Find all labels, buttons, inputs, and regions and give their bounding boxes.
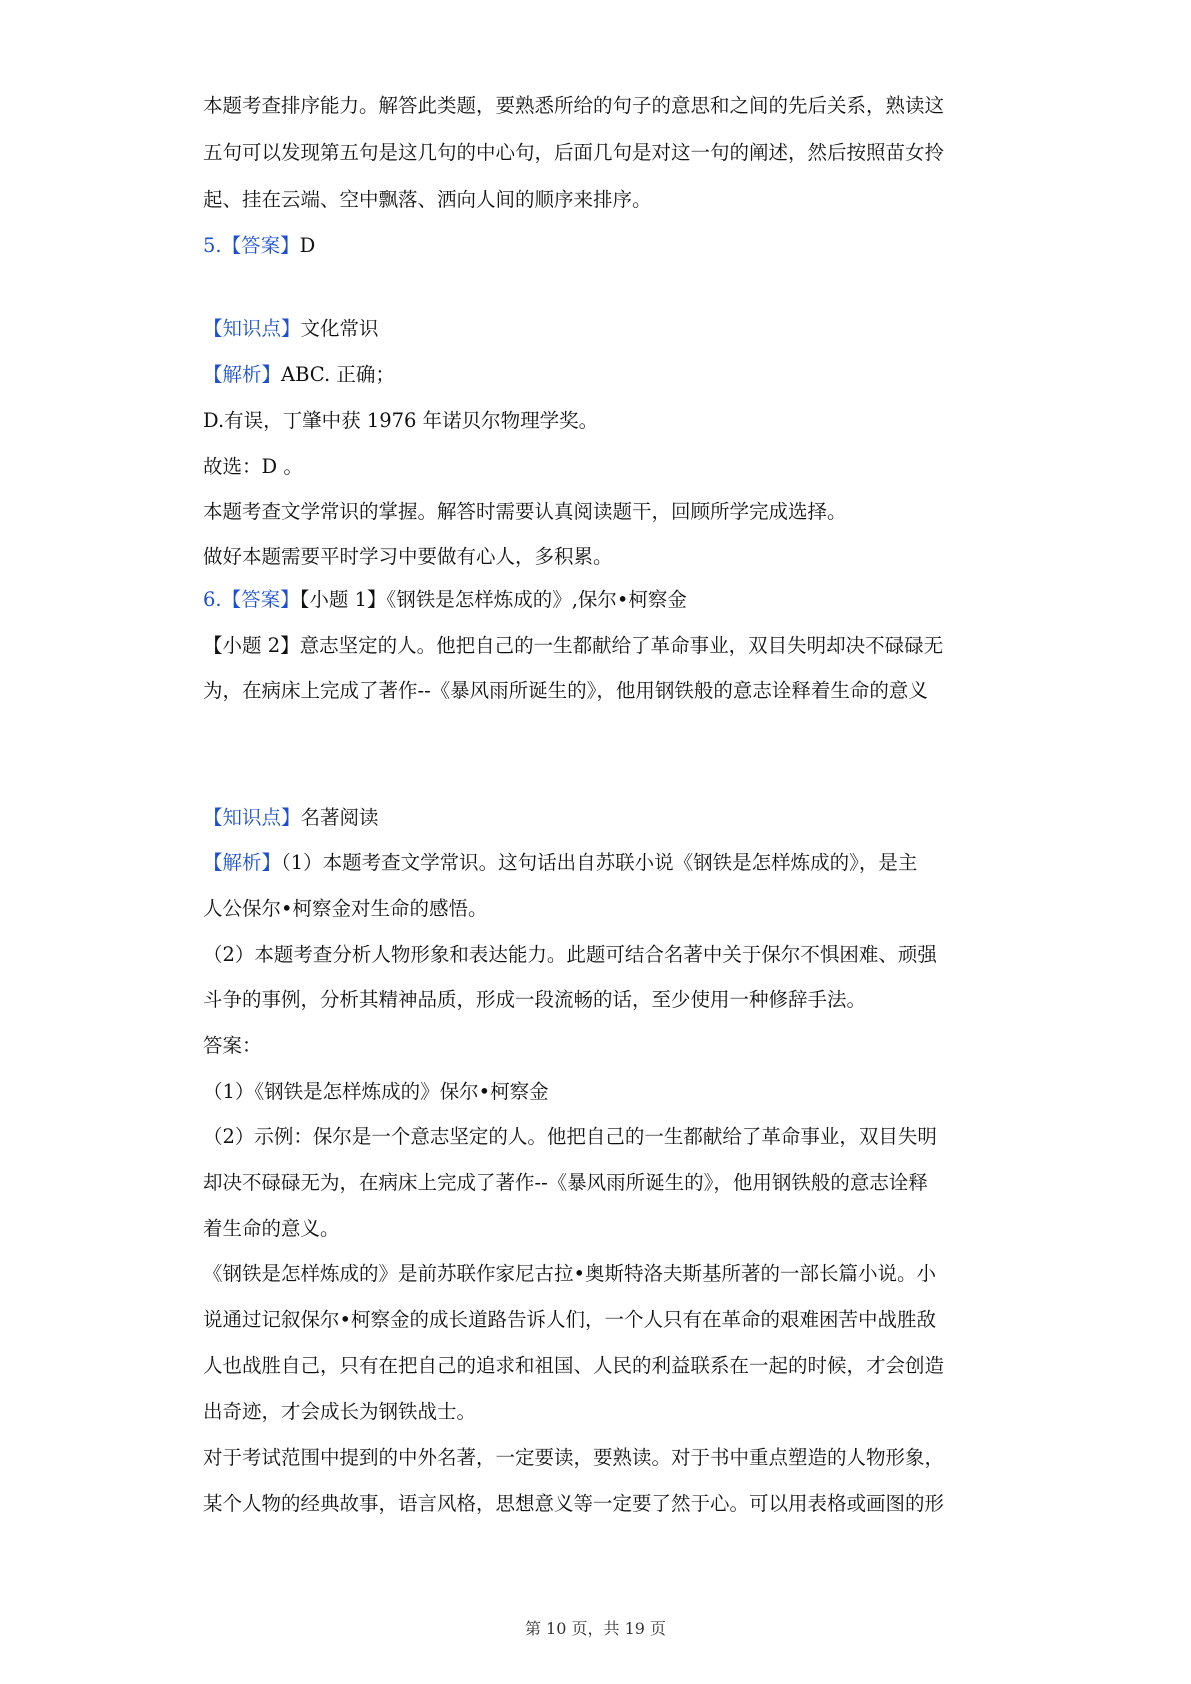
line-text: （2）本题考查分析人物形象和表达能力。此题可结合名著中关于保尔不惧困难、顽强 — [203, 943, 937, 966]
text-line — [203, 1123, 937, 1151]
text-line — [203, 1215, 340, 1243]
section-label: 6.【答案】 — [203, 588, 300, 611]
text-line — [203, 1398, 476, 1426]
text-line — [203, 941, 937, 969]
text-line — [203, 986, 866, 1014]
text-line — [203, 361, 395, 389]
text-line — [203, 92, 944, 120]
text-line — [203, 1032, 262, 1060]
line-text: 斗争的事例，分析其精神品质，形成一段流畅的话，至少使用一种修辞手法。 — [203, 988, 867, 1011]
section-label: 【知识点】 — [203, 806, 301, 829]
text-line — [203, 586, 687, 614]
line-text: 着生命的意义。 — [203, 1217, 340, 1240]
text-line — [203, 1490, 944, 1518]
text-line — [203, 1352, 944, 1380]
line-text: 《钢铁是怎样炼成的》是前苏联作家尼古拉•奥斯特洛夫斯基所著的一部长篇小说。小 — [203, 1262, 937, 1285]
text-line — [203, 1260, 936, 1288]
text-line — [203, 407, 598, 435]
text-line — [203, 895, 488, 923]
line-text: 却决不碌碌无为，在病床上完成了著作--《暴风雨所诞生的》，他用钢铁般的意志诠释 — [203, 1171, 928, 1194]
line-text: 【小题 2】意志坚定的人。他把自己的一生都献给了革命事业，双目失明却决不碌碌无 — [203, 634, 944, 657]
text-line — [203, 315, 379, 343]
text-line — [203, 1169, 928, 1197]
line-text: 某个人物的经典故事，语言风格，思想意义等一定要了然于心。可以用表格或画图的形 — [203, 1492, 945, 1515]
text-line — [203, 677, 928, 705]
line-text: 本题考查文学常识的掌握。解答时需要认真阅读题干，回顾所学完成选择。 — [203, 500, 847, 523]
line-text: （2）示例：保尔是一个意志坚定的人。他把自己的一生都献给了革命事业，双目失明 — [203, 1125, 937, 1148]
text-line — [203, 1306, 936, 1334]
text-line — [203, 1078, 549, 1106]
line-text: 人也战胜自己，只有在把自己的追求和祖国、人民的利益联系在一起的时候，才会创造 — [203, 1354, 945, 1377]
section-label: 【解析】 — [203, 851, 282, 874]
text-line — [203, 543, 613, 571]
text-line — [203, 632, 943, 660]
section-label: 【解析】 — [203, 363, 282, 386]
text-line — [203, 453, 303, 481]
line-text: 出奇迹，才会成长为钢铁战士。 — [203, 1400, 477, 1423]
text-line — [203, 186, 652, 214]
line-text: 本题考查排序能力。解答此类题，要熟悉所给的句子的意思和之间的先后关系，熟读这 — [203, 94, 945, 117]
line-text: D.有误，丁肇中获 1976 年诺贝尔物理学奖。 — [203, 409, 599, 432]
line-text: 【小题 1】《钢铁是怎样炼成的》,保尔•柯察金 — [299, 588, 687, 611]
text-line — [203, 804, 379, 832]
line-text: 名著阅读 — [300, 806, 379, 829]
text-line — [203, 1444, 944, 1472]
line-text: ABC. 正确； — [281, 363, 395, 386]
line-text: 对于考试范围中提到的中外名著，一定要读，要熟读。对于书中重点塑造的人物形象， — [203, 1446, 945, 1469]
section-label: 5.【答案】 — [203, 234, 300, 257]
line-text: 文化常识 — [300, 317, 379, 340]
line-text: （1）本题考查文学常识。这句话出自苏联小说《钢铁是怎样炼成的》，是主 — [281, 851, 918, 874]
line-text: 起、挂在云端、空中飘落、洒向人间的顺序来排序。 — [203, 188, 652, 211]
text-line — [203, 139, 944, 167]
line-text: （1）《钢铁是怎样炼成的》保尔•柯察金 — [203, 1080, 549, 1103]
line-text: 答案： — [203, 1034, 262, 1057]
page-footer: 第 10 页，共 19 页 — [524, 1619, 667, 1638]
line-text: 五句可以发现第五句是这几句的中心句，后面几句是对这一句的阐述，然后按照苗女拎 — [203, 141, 945, 164]
text-line — [203, 849, 917, 877]
text-line — [203, 232, 315, 260]
text-line — [203, 498, 847, 526]
section-label: 【知识点】 — [203, 317, 301, 340]
line-text: 做好本题需要平时学习中要做有心人，多积累。 — [203, 545, 613, 568]
line-text: 为，在病床上完成了著作--《暴风雨所诞生的》，他用钢铁般的意志诠释着生命的意义 — [203, 679, 928, 702]
line-text: 故选：D 。 — [203, 455, 303, 478]
line-text: D — [299, 234, 316, 257]
line-text: 说通过记叙保尔•柯察金的成长道路告诉人们，一个人只有在革命的艰难困苦中战胜敌 — [203, 1308, 937, 1331]
line-text: 人公保尔•柯察金对生命的感悟。 — [203, 897, 488, 920]
